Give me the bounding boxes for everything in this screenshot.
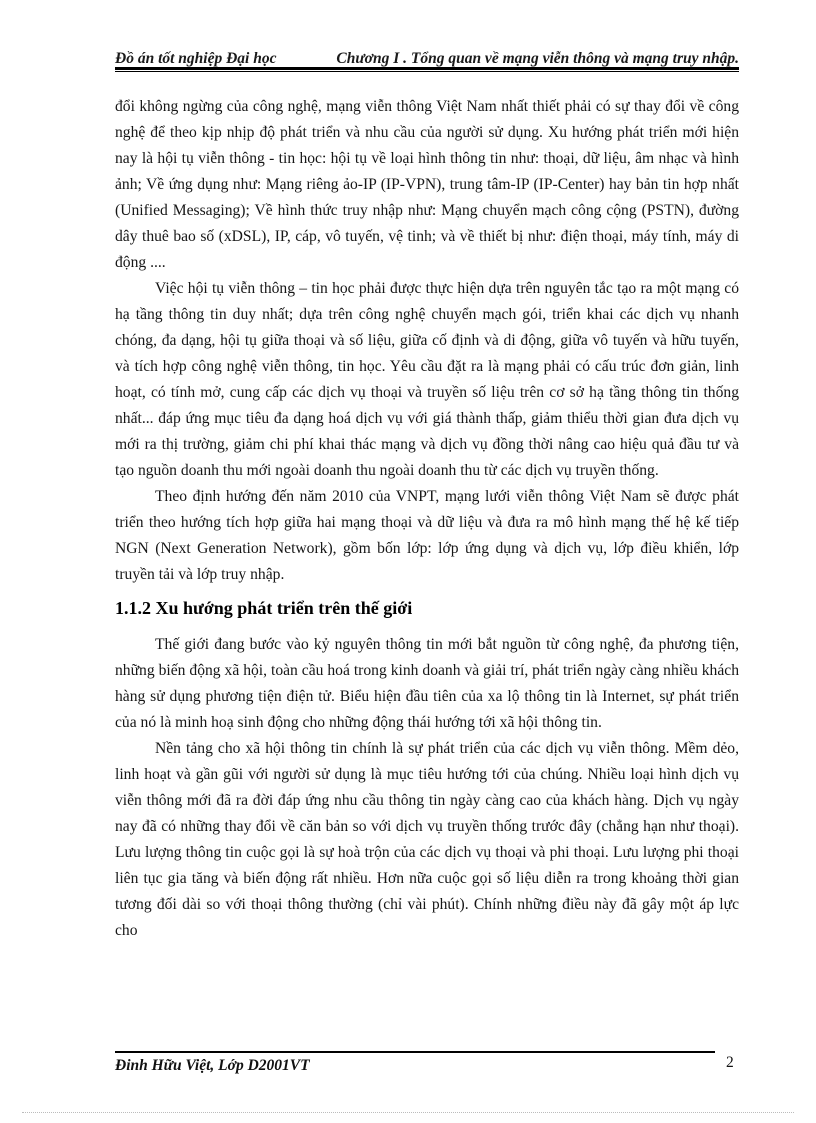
paragraph-vnpt-orientation: Theo định hướng đến năm 2010 của VNPT, mạng lưới viễn thông Việt Nam sẽ được phát triển theo hướng tích hợp giữa hai mạng thoại và dữ liệu và đưa ra mô hình mạng thế hệ kế tiếp NGN (Next Generation Network), gồm bốn lớp: lớp ứng dụng và dịch vụ, lớp điều khiển, lớp truyền tải và lớp truy nhập.: [115, 488, 739, 583]
header-thesis-title: Đồ án tốt nghiệp Đại học: [115, 50, 277, 67]
paragraph-convergence: Việc hội tụ viễn thông – tin học phải được thực hiện dựa trên nguyên tắc tạo ra một mạng có hạ tầng thông tin duy nhất; dựa trên công nghệ chuyển mạch gói, triển khai các dịch vụ nhanh chóng, đa dạng, hội tụ giữa thoại và số liệu, giữa cố định và di động, giữa vô tuyến và hữu tuyến, và tích hợp công nghệ viễn thông, tin học. Yêu cầu đặt ra là mạng phải có cấu trúc đơn giản, linh hoạt, có tính mở, cung cấp các dịch vụ thoại và truyền số liệu trên cơ sở hạ tầng thông tin thống nhất... đáp ứng mục tiêu đa dạng hoá dịch vụ với giá thành thấp, giảm thiểu thời gian đưa dịch vụ mới ra thị trường, giảm chi phí khai thác mạng và dịch vụ đồng thời nâng cao hiệu quả đầu tư và tạo nguồn doanh thu mới ngoài doanh thu ngoài doanh thu từ các dịch vụ truyền thống.: [115, 280, 739, 479]
page-content: [115, 94, 739, 944]
header-chapter-title: Chương I . Tổng quan về mạng viễn thông và mạng truy nhập.: [336, 50, 739, 67]
footer-divider: [115, 1051, 715, 1053]
page-number: 2: [726, 1054, 734, 1071]
header-divider: [115, 67, 739, 72]
page-boundary: [22, 1112, 794, 1113]
paragraph-telecom-services: Nền tảng cho xã hội thông tin chính là sự phát triển của các dịch vụ viễn thông. Mềm dẻo, linh hoạt và gần gũi với người sử dụng là mục tiêu hướng tới của chúng. Nhiều loại hình dịch vụ viễn thông mới đã ra đời đáp ứng nhu cầu thông tin ngày càng cao của khách hàng. Dịch vụ ngày nay đã có những thay đổi về căn bản so với dịch vụ truyền thống trước đây (chẳng hạn như thoại). Lưu lượng thông tin cuộc gọi là sự hoà trộn của các dịch vụ thoại và phi thoại. Lưu lượng phi thoại liên tục gia tăng và biến động rất nhiều. Hơn nữa cuộc gọi số liệu diễn ra trong khoảng thời gian tương đối dài so với thoại thông thường (chỉ vài phút). Chính những điều này đã gây một áp lực cho: [115, 740, 739, 939]
paragraph-continued: đổi không ngừng của công nghệ, mạng viễn thông Việt Nam nhất thiết phải có sự thay đổi về công nghệ để theo kịp nhịp độ phát triển và nhu cầu của người sử dụng. Xu hướng phát triển mới hiện nay là hội tụ viễn thông - tin học: hội tụ về loại hình thông tin như: thoại, dữ liệu, âm nhạc và hình ảnh; Về ứng dụng như: Mạng riêng ảo-IP (IP-VPN), trung tâm-IP (IP-Center) hay bản tin hợp nhất (Unified Messaging); Về hình thức truy nhập như: Mạng chuyển mạch công cộng (PSTN), đường dây thuê bao số (xDSL), IP, cáp, vô tuyến, vệ tinh; và về thiết bị như: điện thoại, máy tính, máy di động ....: [115, 98, 739, 271]
paragraph-information-era: Thế giới đang bước vào kỷ nguyên thông tin mới bắt nguồn từ công nghệ, đa phương tiện, những biến động xã hội, toàn cầu hoá trong kinh doanh và giải trí, phát triển ngày càng nhiều khách hàng sử dụng phương tiện điện tử. Biểu hiện đầu tiên của xa lộ thông tin là Internet, sự phát triển của nó là minh hoạ sinh động cho những động thái hướng tới xã hội thông tin.: [115, 636, 739, 731]
page-header: [115, 46, 739, 72]
section-heading: 1.1.2 Xu hướng phát triển trên thế giới: [115, 598, 413, 618]
footer-author: Đinh Hữu Việt, Lớp D2001VT: [115, 1057, 310, 1074]
